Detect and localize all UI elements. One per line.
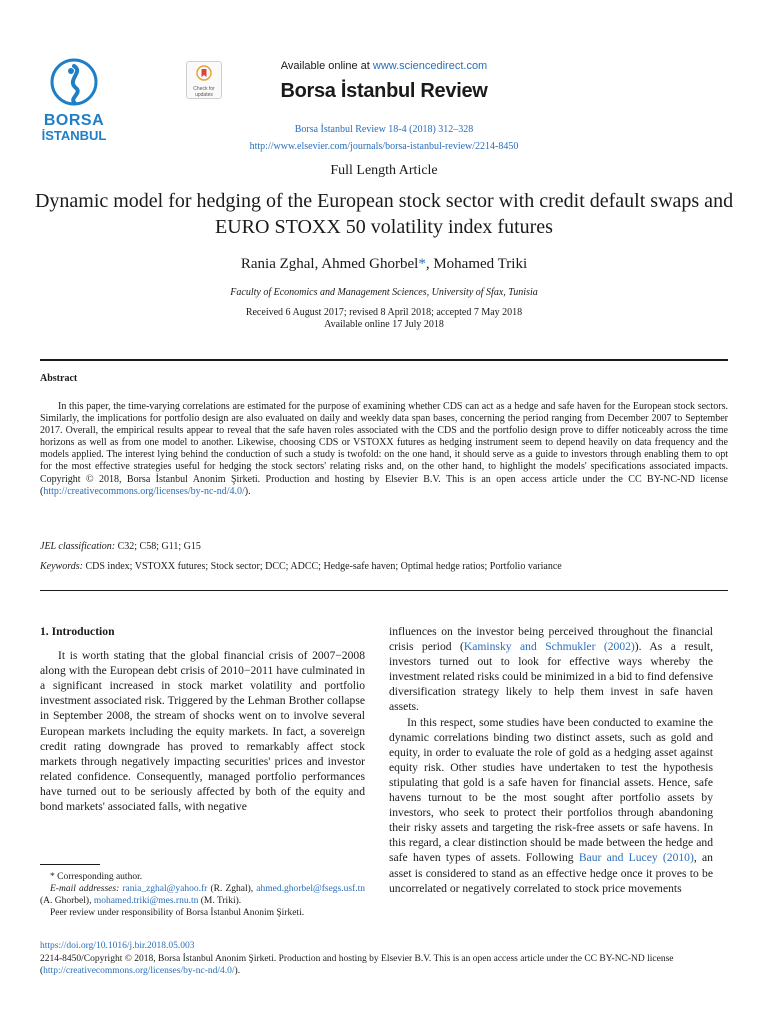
abstract-body (40, 401, 728, 498)
email-owner: (A. Ghorbel), (40, 896, 94, 906)
text-segment: In this respect, some studies have been conducted to examine the dynamic correlations binding two distinct assets, such as gold and equity, in order to evaluate the role of gold as a hedging asset against equity risk. Other studies have undertaken to test the hypothesis stipulating that gold is a safe haven for financial assets. Hence, safe havens turnout to be the most sought after portfolio assets by investors, who seek to protect their portfolios through abandoning their risky assets and targeting the risk-free assets or safe havens. In this regard, a clear distinction should be made between the hedge and safe haven types of assets. Following (389, 715, 713, 865)
email-owner: (R. Zghal), (207, 884, 257, 894)
text-segment: , an asset is considered to stand as an effective hedge once it proves to be uncorrelated or negatively correlated to stock price movements (389, 851, 713, 895)
journal-title: Borsa İstanbul Review (280, 80, 488, 102)
footer-copyright: 2214-8450/Copyright © 2018, Borsa İstanbul Anonim Şirketi. Production and hosting by Elsevier B.V. This is an open access article under the CC BY-NC-ND license ( (40, 953, 674, 976)
abstract-copyright: Copyright © 2018, Borsa İstanbul Anonim Şirketi. Production and hosting by Elsevier B.V. This is an open access article under the CC BY-NC-ND license ( (40, 473, 728, 497)
article-type: Full Length Article (330, 163, 438, 178)
logo-text-borsa: BORSA (43, 112, 105, 129)
abstract-bottom-rule (40, 590, 728, 591)
intro-paragraph-1-cont (389, 624, 713, 715)
email-link-zghal[interactable]: rania_zghal@yahoo.fr (122, 884, 208, 894)
badge-label: Check for updates (193, 86, 215, 98)
page-footer (40, 940, 728, 978)
article-dates (0, 307, 768, 331)
sciencedirect-link[interactable]: www.sciencedirect.com (372, 60, 488, 72)
email-link-triki[interactable]: mohamed.triki@mes.rnu.tn (93, 896, 199, 906)
keywords-value: CDS index; VSTOXX futures; Stock sector; DCC; ADCC; Hedge-safe haven; Optimal hedge ratios; Portfolio variance (82, 561, 562, 572)
logo-text-istanbul: İSTANBUL (41, 128, 107, 143)
authors-last: , Mohamed Triki (425, 256, 528, 272)
footer-license-link[interactable]: http://creativecommons.org/licenses/by-nc-nd/4.0/ (43, 966, 235, 976)
abstract-text: In this paper, the time-varying correlations are estimated for the purpose of examining whether CDS can act as a hedge and safe haven for the European stock sectors. Similarly, the implications for portfolio design are also evaluated on daily and weekly data span bases, concerning the period ranging from December 2007 to September 2017. Overall, the empirical results appear to reveal that the safe haven roles associated with the CDS and the portfolio design prove to differ noticeably across the time horizons as well as from one model to another. Likewise, choosing CDS or VSTOXX futures as hedging instrument seem to depend heavily on data frequency and the models applied. The interest lying behind the conduction of such a study is twofold: on the one hand, it should serve as a guide to investors through enabling them to opt for the most effective strategies useful for hedging the stock sectors' relating risks and, on the other hand, to highlight the models' specifications associated impacts. (40, 401, 728, 473)
footnotes (40, 871, 365, 919)
left-column (40, 624, 365, 814)
keywords-label: Keywords: (40, 561, 83, 572)
keywords (40, 561, 562, 572)
email-link-ghorbel[interactable]: ahmed.ghorbel@fsegs.usf.tn (256, 884, 365, 894)
journal-url-link[interactable]: http://www.elsevier.com/journals/borsa-istanbul-review/2214-8450 (249, 141, 519, 152)
footer-license (40, 953, 728, 978)
corresponding-author-note: * Corresponding author. (50, 872, 143, 882)
intro-paragraph-1: It is worth stating that the global financial crisis of 2007−2008 along with the European debt crisis of 2010−2011 have culminated in a significant increased in stock market volatility and portfolio investment associated risk. Triggered by the Lehman Brother collapse in September 2008, the stream of shocks went on to involve several European markets including the equity markets. In fact, a sovereign credit rating downgrade has proved to remarkably affect stock markets through negatively impacting securities' prices and investor related confidence. Consequently, managed portfolio performances have turned out to be seriously affected by both of the equity and bond markets' associated falls, with negative (40, 649, 365, 814)
corresponding-author-mark[interactable]: * (418, 256, 426, 272)
text-segment: ). As a result, investors turned out to look for effective ways whereby the investment related risks could be minimized in a bid to find defensive diversification strategy likely to help them invest in safe haven assets. (389, 640, 713, 714)
email-label: E-mail addresses: (50, 884, 120, 894)
authors-first: Rania Zghal, Ahmed Ghorbel (240, 256, 419, 272)
abstract-top-rule (40, 359, 728, 361)
ref-baur-lucey[interactable]: Baur and Lucey (2010) (578, 851, 694, 865)
peer-review-note: Peer review under responsibility of Borsa İstanbul Anonim Şirketi. (50, 908, 305, 918)
doi-link[interactable]: https://doi.org/10.1016/j.bir.2018.05.003 (40, 941, 195, 951)
jel-classification (40, 541, 201, 552)
affiliation: Faculty of Economics and Management Sciences, University of Sfax, Tunisia (230, 287, 538, 298)
footnote-rule (40, 864, 100, 865)
email-addresses (40, 883, 365, 907)
footer-copyright-end: ). (234, 966, 241, 976)
received-dates: Received 6 August 2017; revised 8 April 2018; accepted 7 May 2018 (245, 307, 523, 318)
ref-kaminsky-schmukler[interactable]: Kaminsky and Schmukler (2002) (463, 640, 635, 654)
text-segment: influences on the investor being perceived throughout the financial crisis period ( (389, 625, 713, 654)
available-online (0, 60, 768, 72)
abstract-heading: Abstract (40, 373, 78, 384)
section-heading-introduction: 1. Introduction (40, 625, 115, 638)
jel-label: JEL classification: (40, 541, 116, 552)
citation-link[interactable]: Borsa İstanbul Review 18-4 (2018) 312–328 (294, 124, 474, 135)
intro-paragraph-2 (389, 715, 713, 896)
available-prefix: Available online at (280, 60, 373, 72)
paper-title: Dynamic model for hedging of the European stock sector with credit default swaps and EURO STOXX 50 volatility index futures (34, 190, 734, 238)
email-owner: (M. Triki). (198, 896, 242, 906)
author-list (0, 256, 768, 273)
abstract-license-link[interactable]: http://creativecommons.org/licenses/by-nc-nd/4.0/ (43, 485, 245, 497)
jel-value: C32; C58; G11; G15 (115, 541, 201, 552)
right-column (389, 624, 713, 896)
online-date: Available online 17 July 2018 (324, 319, 444, 330)
abstract-copyright-end: ). (244, 485, 251, 497)
